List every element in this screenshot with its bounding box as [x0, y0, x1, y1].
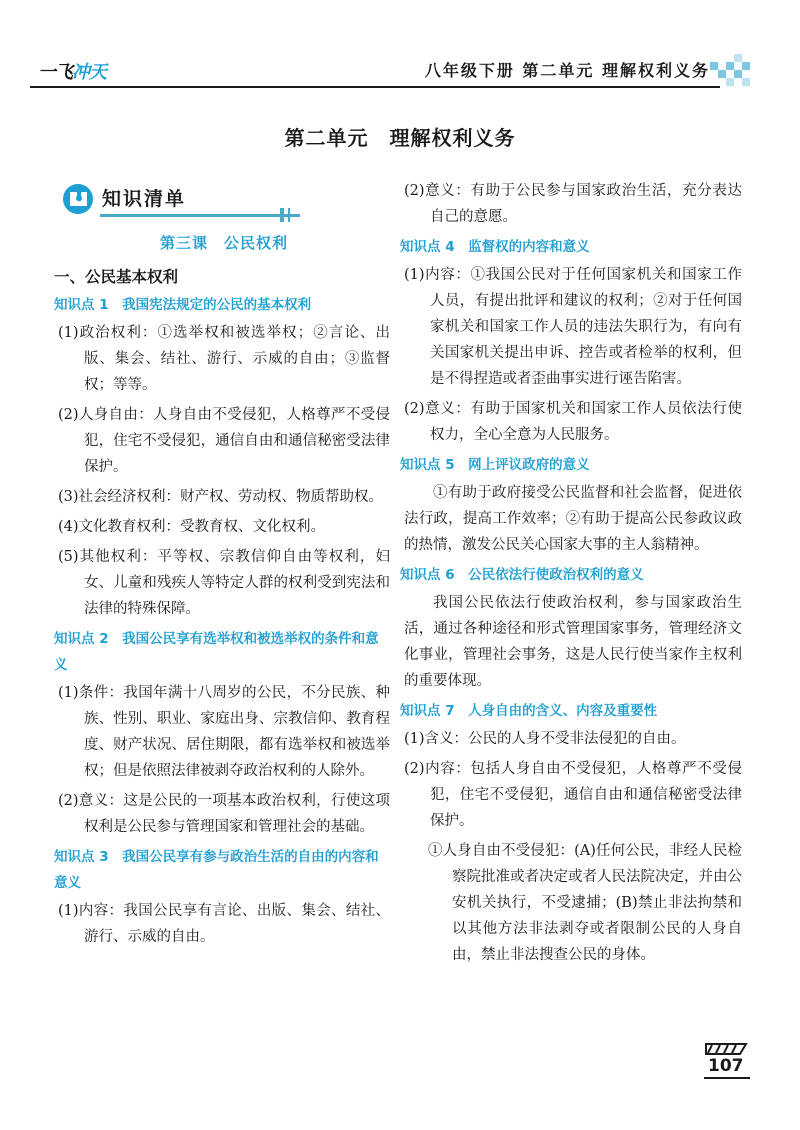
kp1-item: (1)政治权利：①选举权和被选举权；②言论、出版、集会、结社、游行、示威的自由；③监督权；等等。	[58, 325, 390, 393]
kp7-item: (1)含义：公民的人身不受非法侵犯的自由。	[404, 731, 686, 747]
banner-end-mark	[288, 208, 290, 222]
knowledge-point-3: 知识点 3 我国公民享有参与政治生活的自由的内容和意义	[54, 849, 379, 891]
banner-end-mark	[280, 208, 284, 222]
page-header	[30, 52, 750, 92]
kp4-item: (2)意义：有助于国家机关和国家工作人员依法行使权力，全心全意为人民服务。	[404, 401, 742, 443]
kp1-item: (3)社会经济权利：财产权、劳动权、物质帮助权。	[58, 489, 384, 505]
brand-logo	[38, 58, 106, 84]
kp5-text: ①有助于政府接受公民监督和社会监督，促进依法行政，提高工作效率；②有助于提高公民参政议政的热情，激发公民关心国家大事的主人翁精神。	[404, 485, 742, 553]
header-title: 八年级下册 第二单元 理解权利义务	[424, 61, 710, 80]
page-title: 第二单元 理解权利义务	[284, 126, 516, 150]
kp6-text: 我国公民依法行使政治权利，参与国家政治生活，通过各种途径和形式管理国家事务，管理经济文化事业，管理社会事务，这是人民行使当家作主权利的重要体现。	[404, 595, 742, 689]
section-heading: 一、公民基本权利	[54, 268, 179, 286]
kp1-item: (2)人身自由：人身自由不受侵犯，人格尊严不受侵犯，住宅不受侵犯，通信自由和通信秘密受法律保护。	[58, 407, 390, 475]
header-rule	[30, 86, 720, 88]
lesson-title: 第三课 公民权利	[159, 234, 288, 252]
kp7-subitem: ①人身自由不受侵犯：(A)任何公民，非经人民检察院批准或者决定或者人民法院决定，并由公安机关执行，不受逮捕；(B)禁止非法拘禁和以其他方法非法剥夺或者限制公民的人身自由，禁止非法搜查公民的身体。	[428, 843, 742, 963]
kp3-item: (2)意义：有助于公民参与国家政治生活，充分表达自己的意愿。	[404, 183, 742, 225]
kp4-item: (1)内容：①我国公民对于任何国家机关和国家工作人员，有提出批评和建议的权利；②对于任何国家机关和国家工作人员的违法失职行为，有向有关国家机关提出申诉、控告或者检举的权利，但是不得捏造或者歪曲事实进行诬告陷害。	[404, 267, 742, 387]
banner-underline	[100, 214, 300, 217]
kp1-item: (5)其他权利：平等权、宗教信仰自由等权利，妇女、儿童和残疾人等特定人群的权利受到宪法和法律的特殊保障。	[58, 549, 390, 617]
left-column	[54, 178, 390, 954]
kp2-item: (1)条件：我国年满十八周岁的公民，不分民族、种族、性别、职业、家庭出身、宗教信仰、教育程度、财产状况、居住期限，都有选举权和被选举权；但是依照法律被剥夺政治权利的人除外。	[58, 685, 390, 779]
puzzle-icon	[60, 182, 96, 216]
kp2-item: (2)意义：这是公民的一项基本政治权利，行使这项权利是公民参与管理国家和管理社会的基础。	[58, 793, 390, 835]
knowledge-point-6: 知识点 6 公民依法行使政治权利的意义	[400, 567, 644, 583]
kp7-item: (2)内容：包括人身自由不受侵犯，人格尊严不受侵犯，住宅不受侵犯，通信自由和通信秘密受法律保护。	[404, 761, 742, 829]
kp1-item: (4)文化教育权利：受教育权、文化权利。	[58, 519, 326, 535]
page-number: 107	[708, 1056, 744, 1076]
knowledge-point-7: 知识点 7 人身自由的含义、内容及重要性	[400, 703, 658, 719]
page-number-badge	[702, 1040, 756, 1080]
brand-suffix: 冲天	[72, 62, 106, 83]
knowledge-point-5: 知识点 5 网上评议政府的意义	[400, 457, 590, 473]
brand-prefix: 一飞	[38, 62, 72, 83]
knowledge-point-1: 知识点 1 我国宪法规定的公民的基本权利	[54, 297, 312, 313]
banner-label: 知识清单	[102, 188, 187, 210]
knowledge-point-2: 知识点 2 我国公民享有选举权和被选举权的条件和意义	[54, 631, 379, 673]
knowledge-banner	[58, 178, 390, 222]
knowledge-point-4: 知识点 4 监督权的内容和意义	[400, 239, 590, 255]
kp3-item: (1)内容：我国公民享有言论、出版、集会、结社、游行、示威的自由。	[58, 903, 390, 945]
right-column	[400, 178, 742, 972]
